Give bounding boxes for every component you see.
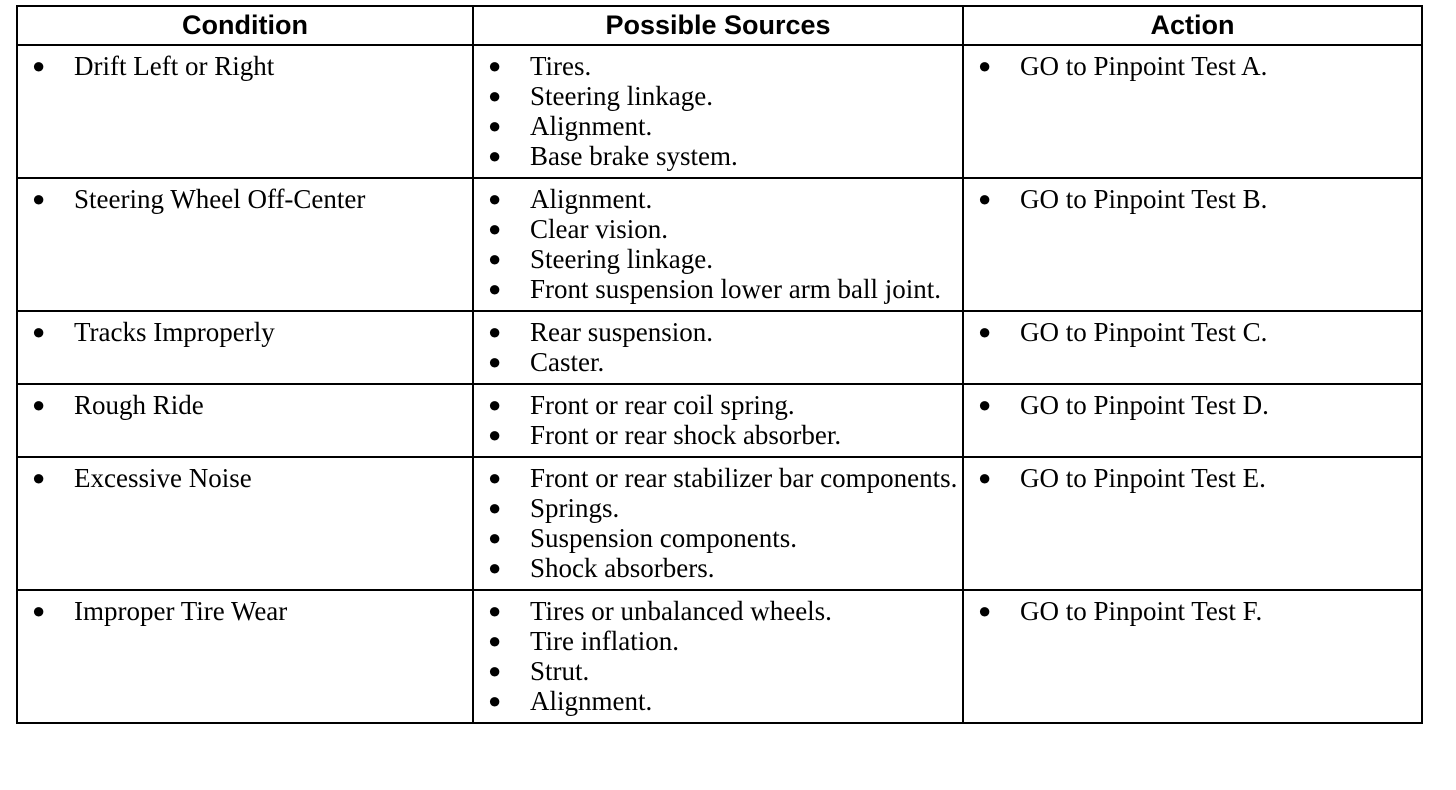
bullet-icon: ● (488, 598, 502, 623)
bullet-icon: ● (32, 598, 46, 623)
bullet-icon: ● (488, 658, 502, 683)
source-item: Front or rear shock absorber. (530, 420, 842, 450)
source-item: Tires or unbalanced wheels. (530, 596, 832, 626)
sources-cell (473, 590, 963, 723)
action-text: GO to Pinpoint Test B. (1020, 184, 1268, 214)
source-item: Front or rear stabilizer bar components. (530, 463, 958, 493)
sources-cell (473, 384, 963, 457)
bullet-icon: ● (488, 688, 502, 713)
source-item: Tire inflation. (530, 626, 680, 656)
bullet-icon: ● (488, 53, 502, 78)
bullet-icon: ● (488, 349, 502, 374)
source-item: Base brake system. (530, 141, 738, 171)
bullet-icon: ● (32, 186, 46, 211)
source-item: Front or rear coil spring. (530, 390, 795, 420)
source-item: Tires. (530, 51, 592, 81)
action-cell (963, 457, 1422, 590)
action-cell (963, 45, 1422, 178)
bullet-icon: ● (488, 495, 502, 520)
source-item: Alignment. (530, 686, 653, 716)
condition-text: Rough Ride (74, 390, 204, 420)
action-text: GO to Pinpoint Test A. (1020, 51, 1268, 81)
table-row (17, 45, 1422, 178)
bullet-icon: ● (488, 143, 502, 168)
table-row (17, 590, 1422, 723)
bullet-icon: ● (32, 53, 46, 78)
bullet-icon: ● (978, 392, 992, 417)
source-item: Shock absorbers. (530, 553, 715, 583)
action-cell (963, 384, 1422, 457)
bullet-icon: ● (978, 465, 992, 490)
bullet-icon: ● (488, 186, 502, 211)
source-item: Springs. (530, 493, 620, 523)
bullet-icon: ● (32, 319, 46, 344)
action-cell (963, 311, 1422, 384)
bullet-icon: ● (978, 319, 992, 344)
condition-cell (17, 311, 473, 384)
source-item: Steering linkage. (530, 81, 713, 111)
header-row (17, 6, 1422, 45)
action-text: GO to Pinpoint Test C. (1020, 317, 1268, 347)
header-condition: Condition (17, 6, 473, 45)
bullet-icon: ● (488, 628, 502, 653)
condition-cell (17, 384, 473, 457)
diagnosis-table (16, 5, 1423, 724)
bullet-icon: ● (488, 83, 502, 108)
source-item: Caster. (530, 347, 605, 377)
bullet-icon: ● (32, 392, 46, 417)
sources-cell (473, 457, 963, 590)
action-text: GO to Pinpoint Test E. (1020, 463, 1266, 493)
condition-cell (17, 457, 473, 590)
condition-text: Steering Wheel Off-Center (74, 184, 366, 214)
source-item: Alignment. (530, 111, 653, 141)
condition-cell (17, 178, 473, 311)
bullet-icon: ● (488, 216, 502, 241)
condition-cell (17, 45, 473, 178)
sources-cell (473, 178, 963, 311)
action-cell (963, 178, 1422, 311)
action-text: GO to Pinpoint Test F. (1020, 596, 1263, 626)
source-item: Alignment. (530, 184, 653, 214)
bullet-icon: ● (488, 392, 502, 417)
source-item: Clear vision. (530, 214, 668, 244)
condition-text: Excessive Noise (74, 463, 252, 493)
bullet-icon: ● (488, 113, 502, 138)
bullet-icon: ● (488, 319, 502, 344)
bullet-icon: ● (32, 465, 46, 490)
table-row (17, 457, 1422, 590)
bullet-icon: ● (978, 186, 992, 211)
table-row (17, 384, 1422, 457)
table-row (17, 311, 1422, 384)
source-item: Front suspension lower arm ball joint. (530, 274, 941, 304)
source-item: Rear suspension. (530, 317, 713, 347)
bullet-icon: ● (488, 465, 502, 490)
condition-text: Tracks Improperly (74, 317, 275, 347)
source-item: Steering linkage. (530, 244, 713, 274)
header-action: Action (963, 6, 1422, 45)
bullet-icon: ● (488, 246, 502, 271)
condition-text: Drift Left or Right (74, 51, 275, 81)
condition-cell (17, 590, 473, 723)
source-item: Strut. (530, 656, 590, 686)
sources-cell (473, 45, 963, 178)
source-item: Suspension components. (530, 523, 797, 553)
action-text: GO to Pinpoint Test D. (1020, 390, 1269, 420)
bullet-icon: ● (978, 53, 992, 78)
header-possible-sources: Possible Sources (473, 6, 963, 45)
bullet-icon: ● (488, 525, 502, 550)
sources-cell (473, 311, 963, 384)
bullet-icon: ● (488, 555, 502, 580)
table-row (17, 178, 1422, 311)
action-cell (963, 590, 1422, 723)
bullet-icon: ● (488, 422, 502, 447)
condition-text: Improper Tire Wear (74, 596, 288, 626)
bullet-icon: ● (488, 276, 502, 301)
bullet-icon: ● (978, 598, 992, 623)
